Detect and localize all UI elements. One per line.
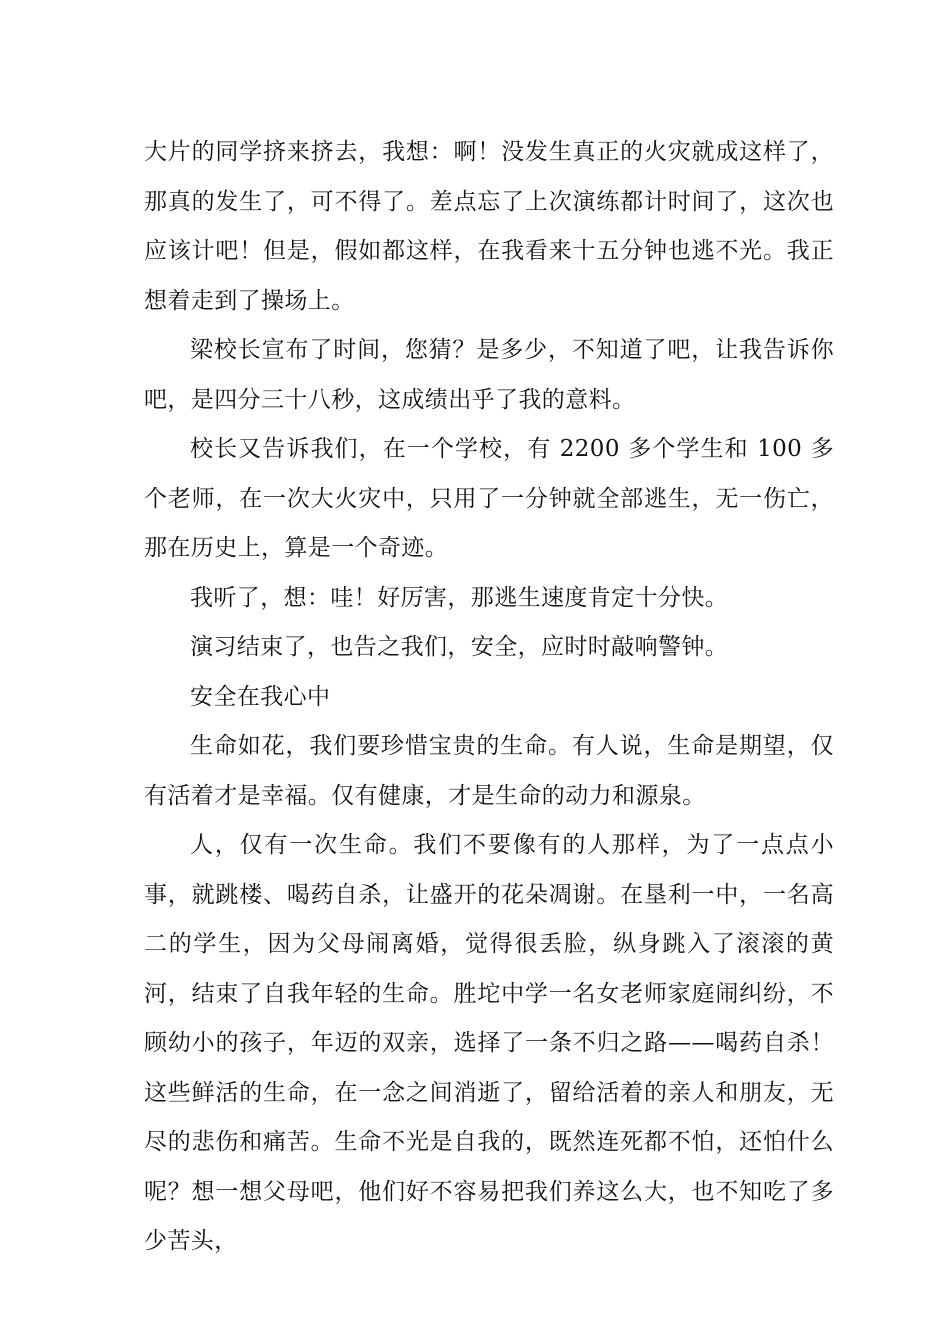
section-heading: 安全在我心中 <box>190 683 331 710</box>
paragraph-3: 校长又告诉我们，在一个学校，有 2200 多个学生和 100 多个老师，在一次大火灾中，只用了一分钟就全部逃生，无一伤亡，那在历史上，算是一个奇迹。 <box>144 436 834 561</box>
paragraph-1: 大片的同学挤来挤去，我想：啊！没发生真正的火灾就成这样了，那真的发生了，可不得了。差点忘了上次演练都计时间了，这次也应该计吧！但是，假如都这样，在我看来十五分钟也逃不光。我正想着走到了操场上。 <box>144 139 834 314</box>
paragraph-5: 演习结束了，也告之我们，安全，应时时敲响警钟。 <box>190 634 729 660</box>
paragraph-2: 梁校长宣布了时间，您猜？是多少，不知道了吧，让我告诉你吧，是四分三十八秒，这成绩出乎了我的意料。 <box>144 337 834 413</box>
paragraph-8: 人，仅有一次生命。我们不要像有的人那样，为了一点点小事，就跳楼、喝药自杀，让盛开的花朵凋谢。在垦利一中，一名高二的学生，因为父母闹离婚，觉得很丢脸，纵身跳入了滚滚的黄河，结束了自我年轻的生命。胜坨中学一名女老师家庭闹纠纷，不顾幼小的孩子，年迈的双亲，选择了一条不归之路——喝药自杀！这些鲜活的生命，在一念之间消逝了，留给活着的亲人和朋友，无尽的悲伤和痛苦。生命不光是自我的，既然连死都不怕，还怕什么呢？想一想父母吧，他们好不容易把我们养这么大，也不知吃了多少苦头， <box>144 832 834 1254</box>
paragraph-7: 生命如花，我们要珍惜宝贵的生命。有人说，生命是期望，仅有活着才是幸福。仅有健康，才是生命的动力和源泉。 <box>144 733 834 809</box>
paragraph-4: 我听了，想：哇！好厉害，那逃生速度肯定十分快。 <box>190 584 729 611</box>
document-body <box>144 128 834 1267</box>
